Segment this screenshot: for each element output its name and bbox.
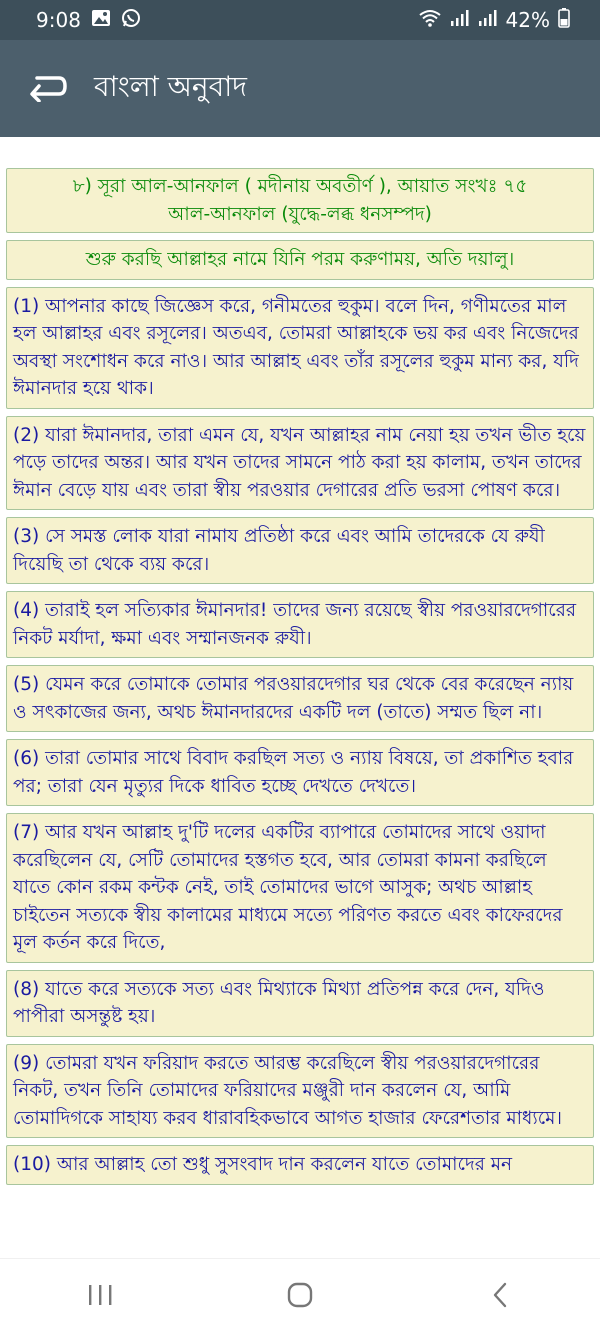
verse-item[interactable]: (5) যেমন করে তোমাকে তোমার পরওয়ারদেগার ঘর থেকে বের করেছেন ন্যায় ও সৎকাজের জন্য, অথচ ঈমানদারদের একটি দল (তাতে) সম্মত ছিল না। [6,665,594,732]
verse-item[interactable]: (3) সে সমস্ত লোক যারা নামায প্রতিষ্ঠা করে এবং আমি তাদেরকে যে রুযী দিয়েছি তা থেকে ব্যয় করে। [6,517,594,584]
verse-item[interactable]: (4) তারাই হল সত্যিকার ঈমানদার! তাদের জন্য রয়েছে স্বীয় পরওয়ারদেগারের নিকট মর্যাদা, ক্ষমা এবং সম্মানজনক রুযী। [6,591,594,658]
system-nav-bar [0,1258,600,1334]
battery-icon [558,8,570,33]
recents-icon [86,1283,114,1311]
signal-icon [450,8,470,32]
signal-icon [478,8,498,32]
app-bar [0,40,600,137]
wifi-icon [418,8,442,32]
surah-header-line2: আল-আনফাল (যুদ্ধে-লব্ধ ধনসম্পদ) [168,203,432,225]
battery-percent: 42% [505,8,550,32]
status-time: 9:08 [36,8,81,32]
verse-item[interactable]: (6) তারা তোমার সাথে বিবাদ করছিল সত্য ও ন্যায় বিষয়ে, তা প্রকাশিত হবার পর; তারা যেন মৃত্যুর দিকে ধাবিত হচ্ছে দেখতে দেখতে। [6,739,594,806]
back-button[interactable] [16,58,78,120]
verse-item[interactable]: (8) যাতে করে সত্যকে সত্য এবং মিথ্যাকে মিথ্যা প্রতিপন্ন করে দেন, যদিও পাপীরা অসন্তুষ্ট হয়। [6,970,594,1037]
surah-header [6,168,594,233]
page-title: বাংলা অনুবাদ [94,70,248,103]
verse-item[interactable]: (1) আপনার কাছে জিজ্ঞেস করে, গনীমতের হুকুম। বলে দিন, গণীমতের মাল হল আল্লাহর এবং রসূলের। অতএব, তোমরা আল্লাহকে ভয় কর এবং নিজেদের অবস্থা সংশোধন করে নাও। আর আল্লাহ এবং তাঁর রসূলের হুকুম মান্য কর, যদি ঈমানদার হয়ে থাক। [6,287,594,409]
verse-list[interactable] [0,168,600,1258]
whatsapp-icon [121,8,141,33]
home-button[interactable] [260,1267,340,1327]
surah-header-line1: ৮) সূরা আল-আনফাল ( মদীনায় অবতীর্ণ ), আয়াত সংখঃ ৭৫ [72,176,528,197]
verse-item[interactable]: (10) আর আল্লাহ তো শুধু সুসংবাদ দান করলেন যাতে তোমাদের মন [6,1145,594,1185]
verse-item[interactable]: (2) যারা ঈমানদার, তারা এমন যে, যখন আল্লাহর নাম নেয়া হয় তখন ভীত হয়ে পড়ে তাদের অন্তর। আর যখন তাদের সামনে পাঠ করা হয় কালাম, তখন তাদের ঈমান বেড়ে যায় এবং তারা স্বীয় পরওয়ার দেগারের প্রতি ভরসা পোষণ করে। [6,416,594,511]
gallery-icon [91,8,111,32]
status-bar [0,0,600,40]
verse-item[interactable]: (9) তোমরা যখন ফরিয়াদ করতে আরম্ভ করেছিলে স্বীয় পরওয়ারদেগারের নিকট, তখন তিনি তোমাদের ফরিয়াদের মঞ্জুরী দান করলেন যে, আমি তোমাদিগকে সাহায্য করব ধারাবহিকভাবে আগত হাজার ফেরেশতার মাধ্যমে। [6,1044,594,1139]
home-icon [286,1281,314,1313]
recents-button[interactable] [60,1267,140,1327]
bismillah: শুরু করছি আল্লাহর নামে যিনি পরম করুণাময়, অতি দয়ালু। [6,240,594,280]
verse-item[interactable]: (7) আর যখন আল্লাহ দু'টি দলের একটির ব্যাপারে তোমাদের সাথে ওয়াদা করেছিলেন যে, সেটি তোমাদের হস্তগত হবে, আর তোমরা কামনা করছিলে যাতে কোন রকম কন্টক নেই, তাই তোমাদের ভাগে আসুক; অথচ আল্লাহ চাইতেন সত্যকে স্বীয় কালামের মাধ্যমে সত্যে পরিণত করতে এবং কাফেরদের মূল কর্তন করে দিতে, [6,813,594,963]
nav-back-button[interactable] [460,1267,540,1327]
back-arrow-icon [27,72,67,106]
nav-back-icon [490,1281,510,1313]
